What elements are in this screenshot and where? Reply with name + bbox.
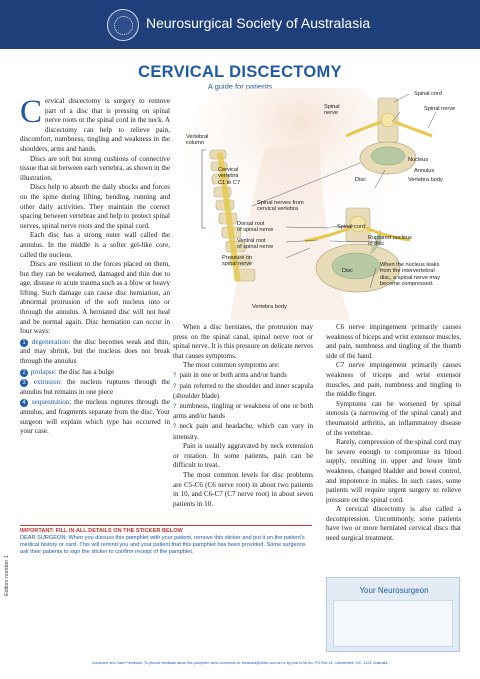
intro-paragraph-4: Each disc has a strong outer wall called the annulus. In the middle is a softer gel-like core, called the nucleus. [20, 231, 170, 259]
label-spinal-nerves-from: Spinal nerves from cervical vertebra [257, 200, 304, 213]
label-leak-note: When the nucleus leaks from the intervertebral disc, a spinal nerve may become compressed. [380, 262, 441, 288]
edition-number: Edition number 1 [4, 555, 10, 596]
page-subtitle: A guide for patients [207, 82, 273, 91]
label-dorsal-root: Dorsal root of spinal nerve [237, 221, 274, 234]
label-spinal-nerve-left: Spinal nerve [324, 104, 340, 117]
bullet-icon: ? [173, 372, 177, 379]
col2-paragraph-4: The most common levels for disc problems are C5-C6 (C6 nerve root) in about two patients in 10, and C6-C7 (C7 nerve root) in about seven patients in 10. [173, 470, 313, 508]
symptom-item: ? pain referred to the shoulder and inner scapula (shoulder blade) [173, 381, 313, 401]
col3-paragraph-1: C6 nerve impingement primarily causes weakness of biceps and wrist extensor muscles, and pain, numbness and tingling of the thumb side of the hand. [326, 323, 461, 360]
label-disc-top: Disc [355, 177, 366, 183]
col3-paragraph-2: C7 nerve impingement primarily causes weakness of triceps and wrist extensor muscles, and pain, numbness and tingling to the middle finger. [326, 361, 461, 399]
feedback-footer: Consumer and Carer Feedback: To provide feedback about this pamphlet, send comments to: feedback@mitec.com.au or by post to Mi-tec, PO Box 24, Camberwell, VIC, 3124, Australia. [91, 661, 389, 665]
symptom-item: ? numbness, tingling or weakness of one or both arms and/or hands [173, 401, 313, 421]
symptom-item: ? pain in one or both arms and/or hands [173, 370, 287, 379]
label-annulus: Annulus [414, 168, 435, 174]
herniation-item: 1 degeneration: the disc becomes weak and thin, and may shrink, but the nucleus does not break through the annulus [20, 337, 170, 366]
col3-paragraph-3: Symptoms can be worsened by spinal stenosis (a narrowing of the spinal canal) and rheumatoid arthritis, an inflammatory disease of the vertebrae. [326, 399, 461, 437]
intro-paragraph-5: Discs are resilient to the forces placed on them, but they can be weakened, damaged and thin due to age, disease or acute trauma such as a blow or heavy lifting. Such damage can cause disc herniation, an abnormal protrusion of the soft nucleus into or through the annulus. A herniated disc will not heal and be normal again. Disc herniation can occur in four ways: [20, 260, 170, 336]
label-vertebra-body-top: Vertebra body [408, 177, 443, 183]
symptoms-column [173, 323, 313, 509]
notice-heading: IMPORTANT: FILL IN ALL DETAILS ON THE STICKER BELOW [20, 528, 183, 534]
spine-illustration [170, 88, 470, 320]
page-title: CERVICAL DISCECTOMY [138, 63, 342, 81]
label-vertebral-column: Vertebral column [186, 134, 209, 147]
bullet-icon: ? [173, 423, 177, 430]
symptom-item: ? neck pain and headache, which can vary in intensity. [173, 421, 313, 441]
label-spinal-nerve-right: Spinal nerve [424, 106, 456, 112]
bullet-icon: ? [173, 383, 177, 390]
nsa-seal-icon [107, 9, 139, 41]
label-nucleus: Nucleus [408, 157, 429, 163]
sticker-title: Your Neurosurgeon [359, 586, 429, 595]
intro-paragraph-1: Cervical discectomy is surgery to remove part of a disc that is pressing on spinal nerve roots or the spinal cord in the neck. A discectomy can help to relieve pain, discomfort, numbness, tingling and weakness in the shoulders, arms and hands. [20, 94, 170, 153]
col2-paragraph-2: The most common symptoms are: [183, 361, 280, 370]
header-bar [0, 0, 480, 49]
col2-paragraph-1: When a disc herniates, the protrusion may press on the spinal canal, spinal nerve root or spinal nerve. It is this pressure on delicate nerves that causes symptoms. [173, 323, 313, 360]
label-disc-bottom: Disc [342, 268, 353, 274]
col2-paragraph-3: Pain is usually aggravated by neck extension or rotation. In some patients, pain can be difficult to treat. [173, 442, 313, 470]
herniation-item: 3 extrusion: the nucleus ruptures through the annulus but remains in one piece [20, 378, 170, 396]
label-vertebra-body-bottom: Vertebra body [252, 304, 287, 310]
label-cervical-vertebra: Cervical vertebra C1 to C7 [218, 167, 241, 186]
org-name: Neurosurgical Society of Australasia [146, 15, 371, 31]
neurosurgeon-sticker[interactable] [326, 577, 460, 652]
sticker-writing-area[interactable] [333, 600, 453, 647]
intro-paragraph-3: Discs help to absorb the daily shocks and forces on the spine during lifting, bending, running and other daily activities. They maintain the correct spacing between vertebrae and help to protect spinal nerves, spinal nerve roots and the spinal cord. [20, 183, 170, 230]
herniation-item: 4 sequestration: the nucleus ruptures through the annulus, and fragments separate from the disc. Your surgeon will explain which type has occurred in your case. [20, 398, 170, 436]
intro-paragraph-2: Discs are soft but strong cushions of connective tissue that sit between each vertebra, as shown in the illustration. [20, 154, 170, 182]
label-ventral-root: Ventral root of spinal nerve [237, 238, 274, 251]
label-pressure: Pressure on spinal nerve [222, 255, 253, 268]
col3-paragraph-5: A cervical discectomy is also called a decompression. Uncommonly, some patients have two or more herniated cervical discs that need surgical treatment. [326, 505, 461, 543]
notice-body: DEAR SURGEON: When you discuss this pamphlet with your patient, remove this sticker and put it on the patient's medical history or card. This will remind you and your patient that this pamphlet has been provided. Some surgeons ask their patients to sign the sticker to confirm receipt of the pamphlet. [20, 535, 306, 555]
dropcap: C [20, 94, 43, 130]
surgeon-notice [20, 525, 312, 556]
nerve-impingement-column [326, 323, 461, 544]
intro-column [20, 94, 170, 437]
herniation-item: 2 prolapse: the disc has a bulge [20, 368, 170, 378]
label-spinal-cord-top: Spinal cord [414, 91, 442, 97]
col3-paragraph-4: Rarely, compression of the spinal cord may be severe enough to compromise its blood supply, resulting in upper and lower limb weakness, changed bladder and bowel control, and impotence in males. In such cases, some patients will require urgent surgery to relieve pressure on the spinal cord. [326, 438, 461, 504]
label-spinal-cord-mid: Spinal cord [337, 224, 365, 230]
label-ruptured-nucleus: Ruptured nucleus of disc [368, 235, 412, 248]
bullet-icon: ? [173, 403, 177, 410]
